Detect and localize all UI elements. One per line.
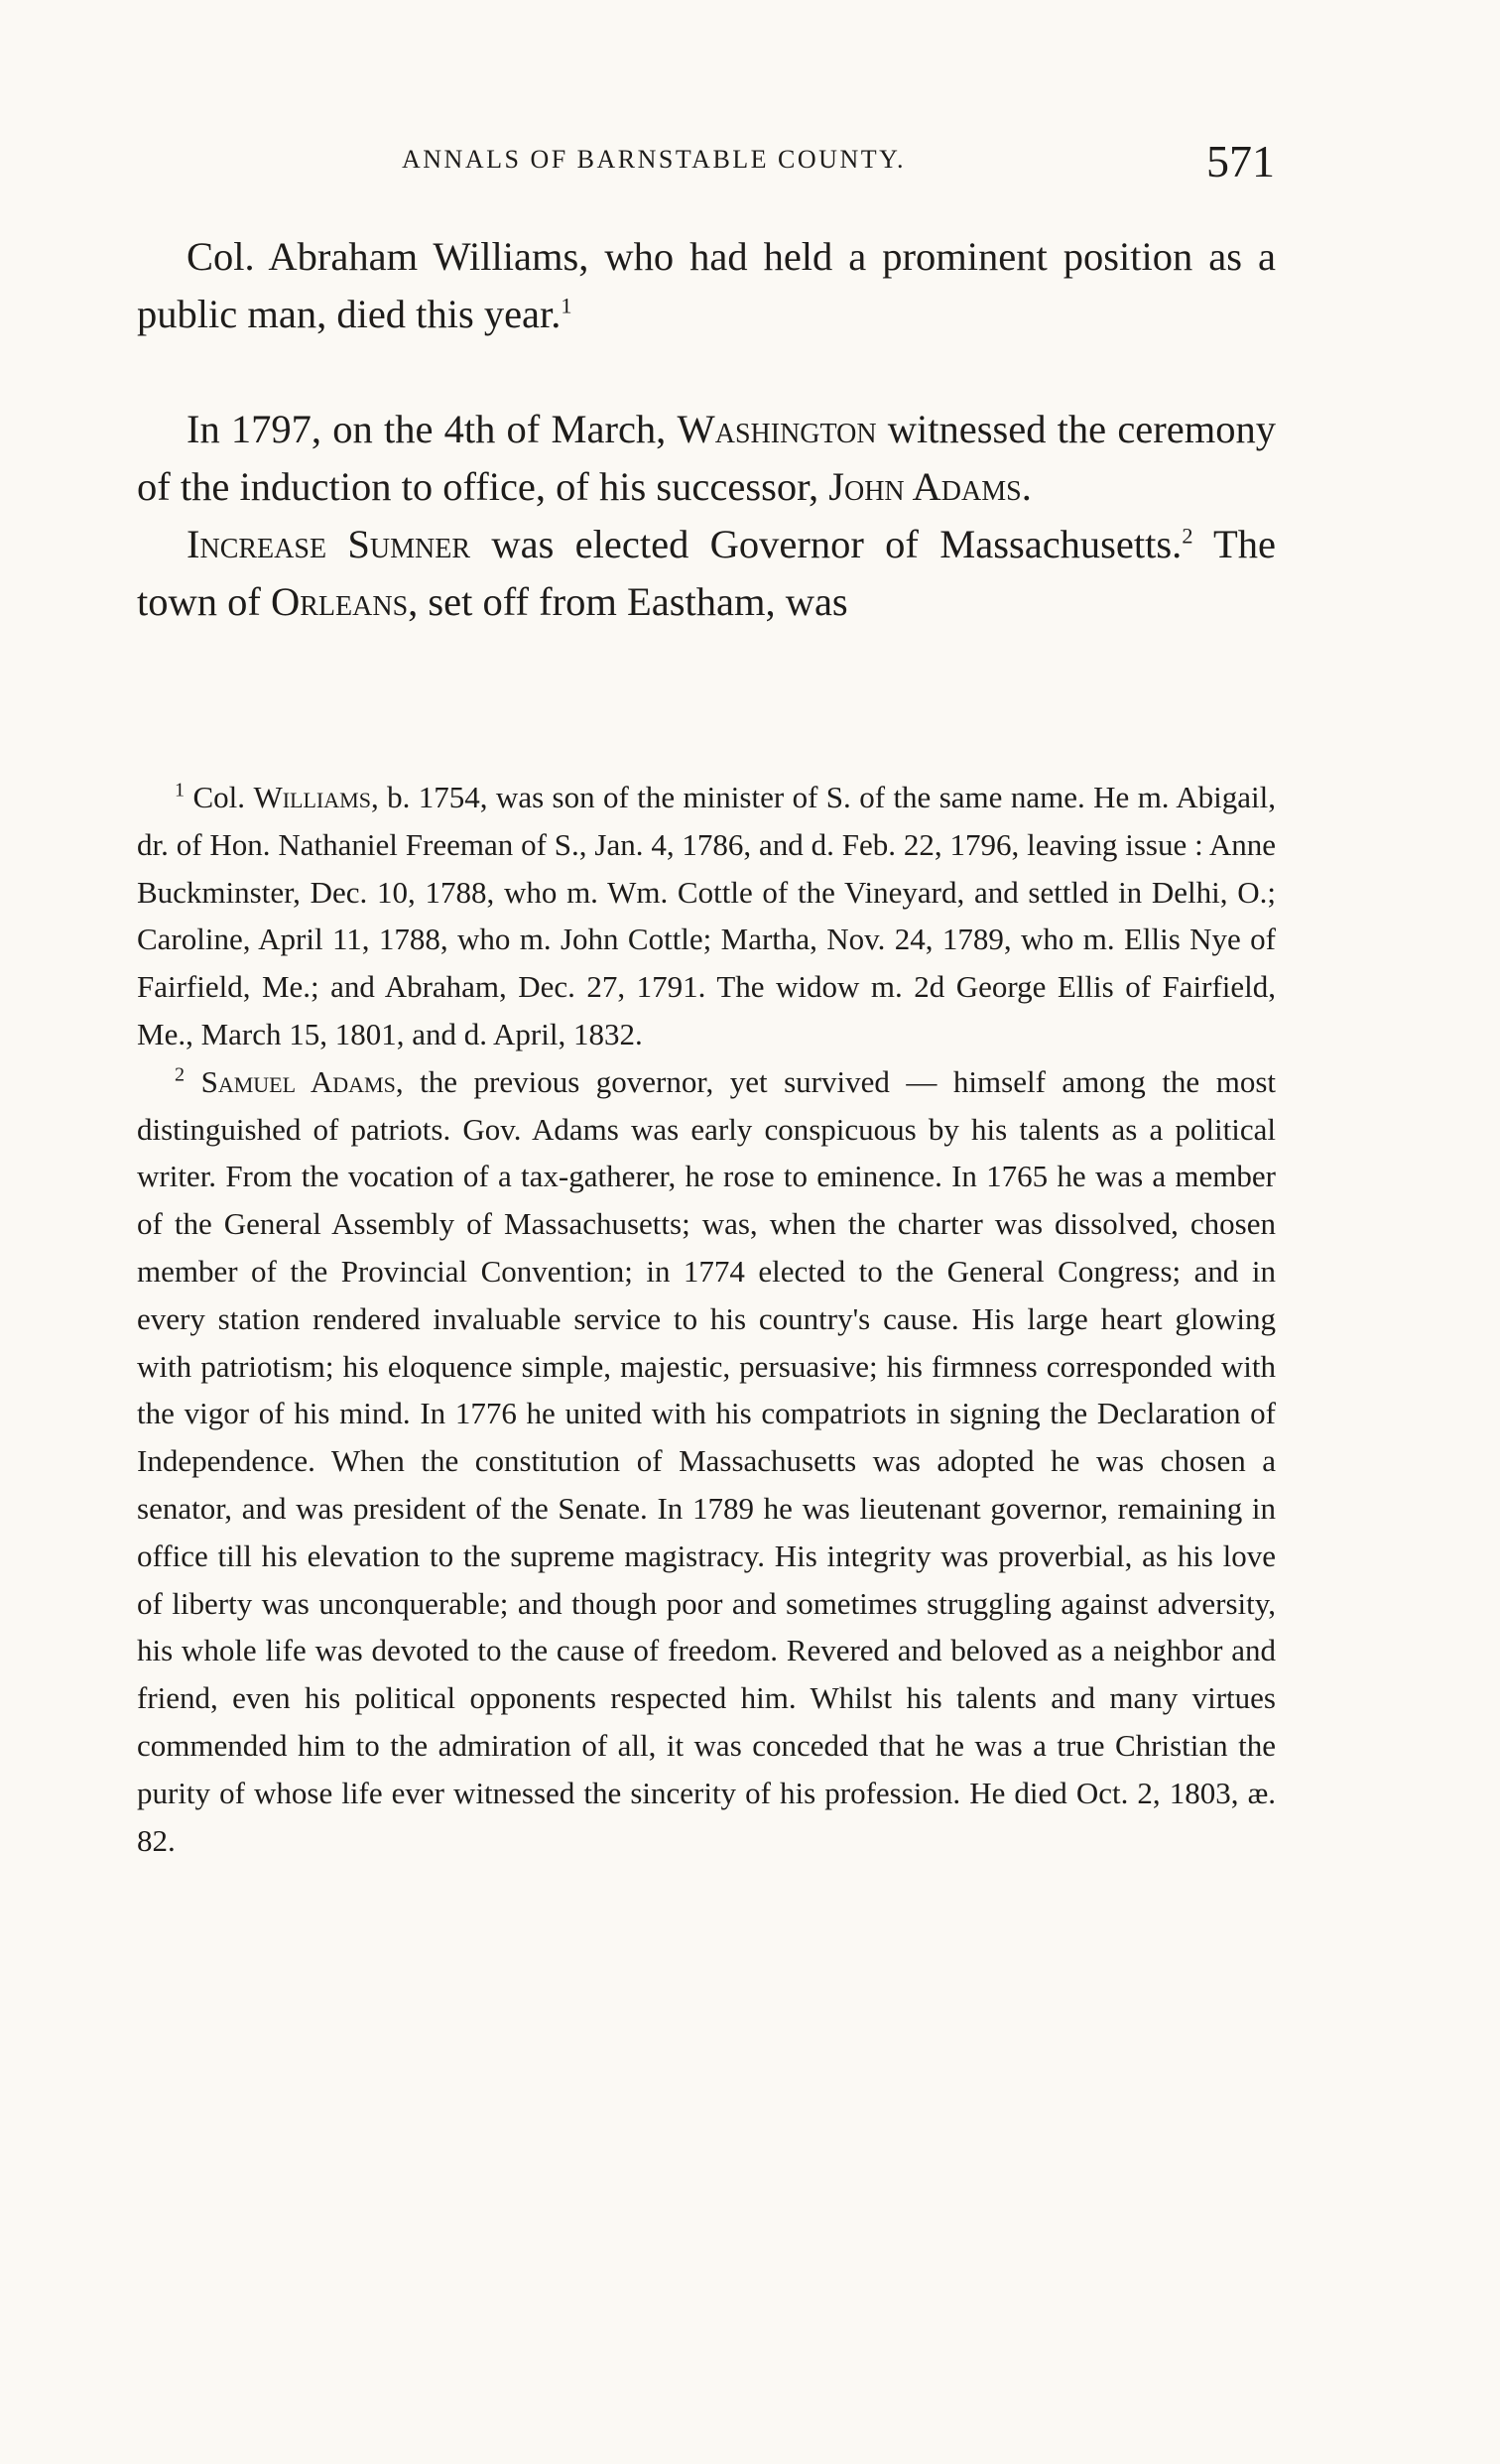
text-segment: The town of: [137, 522, 1277, 624]
paragraph-sumner: [137, 516, 1276, 631]
text-segment: was elected Governor of Massachusetts.: [470, 522, 1183, 566]
text-segment: , set off from Eastham, was: [408, 579, 848, 624]
name-williams: Williams: [253, 780, 371, 814]
footnote-2: [137, 1058, 1276, 1865]
paragraph-text: Col. Abraham Williams, who had held a prominent position as a public man, died this year.: [137, 234, 1276, 336]
text-segment: Col.: [185, 780, 254, 814]
name-john-adams: John Adams: [828, 464, 1022, 509]
footnote-ref-2: 2: [1182, 523, 1193, 549]
main-text: [137, 228, 1276, 631]
footnote-1: [137, 774, 1276, 1058]
footnote-mark: 2: [175, 1063, 186, 1086]
text-segment: .: [1021, 464, 1032, 509]
name-increase-sumner: Increase Sumner: [187, 522, 471, 566]
text-segment: , b. 1754, was son of the minister of S. of the same name. He m. Abigail, dr. of Hon. Nathaniel Freeman of S., Jan. 4, 1786, and d. Feb. 22, 1796, leaving issue : Anne Buckminster, Dec. 10, 1788, who m. Wm. Cottle of the Vineyard, and settled in Delhi, O.; Caroline, April 11, 1788, who m. John Cottle; Martha, Nov. 24, 1789, who m. Ellis Nye of Fairfield, Me.; and Abraham, Dec. 27, 1791. The widow m. 2d George Ellis of Fairfield, Me., March 15, 1801, and d. April, 1832.: [137, 780, 1276, 1051]
footnotes: [137, 774, 1276, 1864]
text-segment: , the previous governor, yet survived — himself among the most distinguished of patriots. Gov. Adams was early conspicuous by his talents as a political writer. From the vocation of a tax-gatherer, he rose to eminence. In 1765 he was a member of the General Assembly of Massachusetts; was, when the charter was dissolved, chosen member of the Provincial Convention; in 1774 elected to the General Congress; and in every station rendered invaluable service to his country's cause. His large heart glowing with patriotism; his eloquence simple, majestic, persuasive; his firmness corresponded with the vigor of his mind. In 1776 he united with his compatriots in signing the Declaration of Independence. When the constitution of Massachusetts was adopted he was chosen a senator, and was president of the Senate. In 1789 he was lieutenant governor, remaining in office till his elevation to the supreme magistracy. His integrity was proverbial, as his love of liberty was unconquerable; and though poor and sometimes struggling against adversity, his whole life was devoted to the cause of freedom. Revered and beloved as a neighbor and friend, even his political opponents respected him. Whilst his talents and many virtues commended him to the admiration of all, it was conceded that he was a true Christian the purity of whose life ever witnessed the sincerity of his profession. He died Oct. 2, 1803, æ. 82.: [137, 1063, 1276, 1858]
running-title: ANNALS OF BARNSTABLE COUNTY.: [402, 145, 907, 174]
text-segment: witnessed the ceremony of the induction to office, of his successor,: [137, 407, 1276, 509]
page-header: [402, 136, 1275, 198]
paragraph-williams-death: [137, 228, 1276, 343]
footnote-ref-1: 1: [561, 293, 572, 318]
text-segment: In 1797, on the 4th of March,: [187, 407, 678, 451]
page-number: 571: [1206, 136, 1275, 186]
paragraph-washington: [137, 401, 1276, 516]
name-samuel-adams: Samuel Adams: [200, 1063, 396, 1099]
name-washington: Washington: [677, 407, 877, 451]
footnote-mark: 1: [175, 779, 186, 801]
name-orleans: Orleans: [271, 579, 409, 624]
